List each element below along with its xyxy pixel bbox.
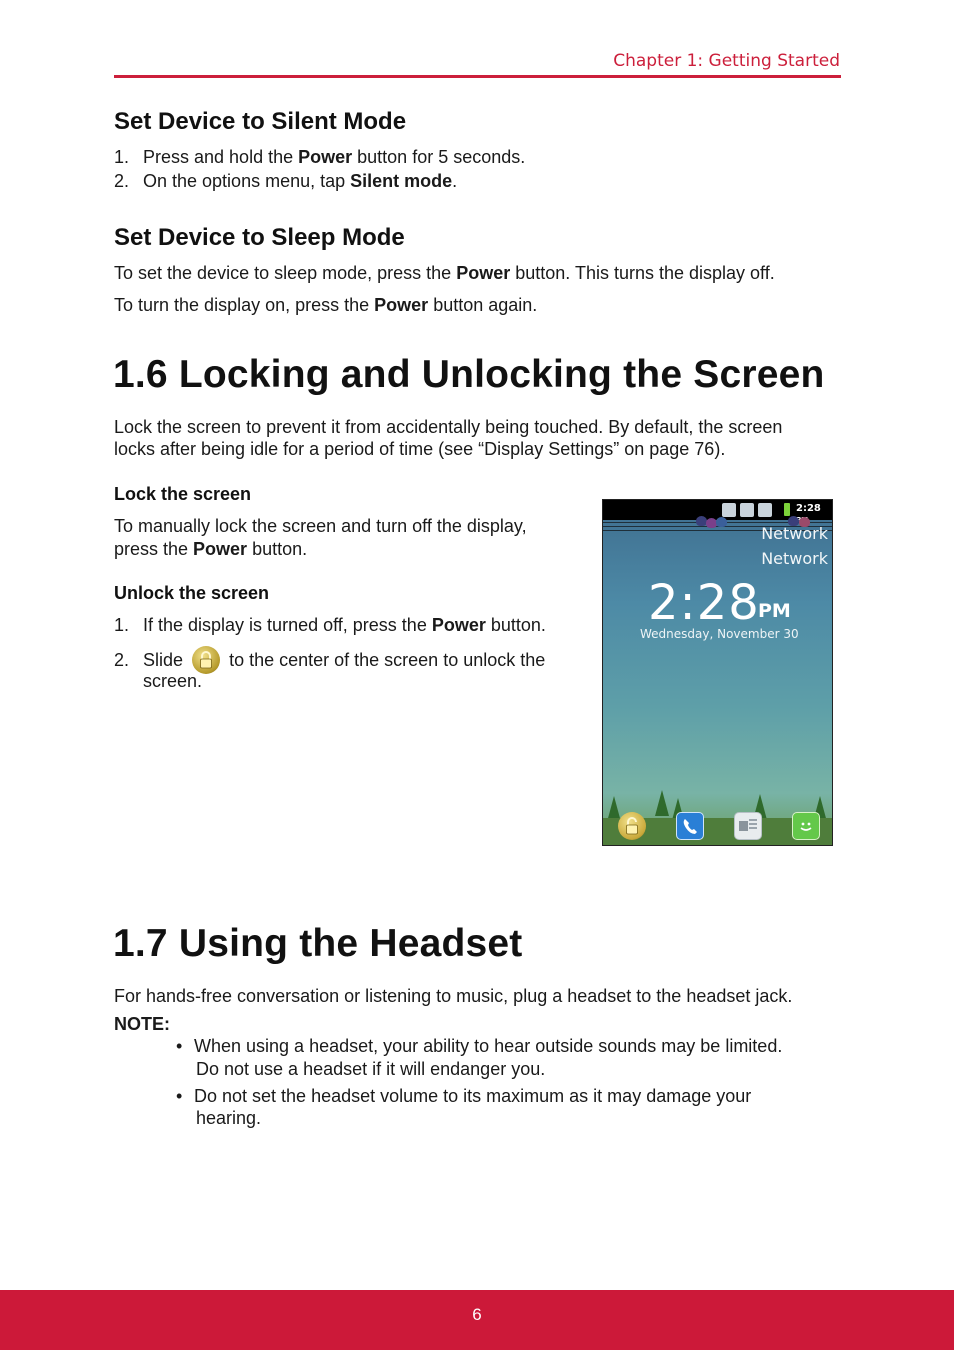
sleep-mode-heading: Set Device to Sleep Mode bbox=[114, 224, 405, 251]
battery-icon bbox=[784, 503, 790, 516]
sleep-paragraph-2: To turn the display on, press the Power button again. bbox=[114, 295, 538, 315]
sleep-paragraph-1: To set the device to sleep mode, press the Power button. This turns the display off. bbox=[114, 263, 775, 283]
locking-intro-line-2: locks after being idle for a period of time (see “Display Settings” on page 76). bbox=[114, 439, 726, 459]
lock-screen-screenshot bbox=[602, 499, 833, 846]
phone-icon[interactable] bbox=[676, 812, 704, 840]
lock-screen-line-2: press the Power button. bbox=[114, 539, 308, 559]
signal-icon bbox=[758, 503, 772, 517]
messaging-icon[interactable] bbox=[792, 812, 820, 840]
locking-intro-line-1: Lock the screen to prevent it from accidentally being touched. By default, the screen bbox=[114, 417, 783, 437]
headset-intro: For hands-free conversation or listening to music, plug a headset to the headset jack. bbox=[114, 986, 793, 1006]
lock-clock-ampm: PM bbox=[758, 600, 791, 622]
unlock-step-1: 1. If the display is turned off, press the Power button. bbox=[114, 615, 546, 635]
lock-clock: 2:28 bbox=[648, 575, 760, 631]
network-label-2: Network bbox=[761, 549, 828, 568]
signal-icon bbox=[722, 503, 736, 517]
silent-step-2: 2. On the options menu, tap Silent mode. bbox=[114, 171, 458, 191]
status-time: 2:28 bbox=[796, 503, 821, 514]
chapter-header: Chapter 1: Getting Started bbox=[613, 51, 840, 71]
unlock-step-2: 2. Slide to the center of the screen to unlock the bbox=[114, 646, 545, 674]
sound-icon[interactable] bbox=[734, 812, 762, 840]
lock-screen-line-1: To manually lock the screen and turn off the display, bbox=[114, 516, 527, 536]
network-label-1: Network bbox=[761, 524, 828, 543]
unlock-screen-heading: Unlock the screen bbox=[114, 583, 270, 603]
headset-section-heading: 1.7 Using the Headset bbox=[113, 922, 523, 965]
bullet: • bbox=[176, 1036, 183, 1056]
silent-mode-heading: Set Device to Silent Mode bbox=[114, 108, 407, 135]
note-label: NOTE: bbox=[114, 1014, 170, 1034]
tree-icon bbox=[655, 790, 669, 816]
lock-date: Wednesday, November 30 bbox=[640, 627, 799, 641]
data-icon bbox=[740, 503, 754, 517]
note-bullet-1: • When using a headset, your ability to hear outside sounds may be limited. bbox=[176, 1036, 783, 1056]
note-bullet-2-continued: hearing. bbox=[196, 1108, 262, 1128]
locking-section-heading: 1.6 Locking and Unlocking the Screen bbox=[113, 353, 825, 396]
unlock-icon[interactable] bbox=[618, 812, 646, 840]
bird-icon bbox=[716, 517, 727, 527]
page-number: 6 bbox=[472, 1305, 482, 1324]
lock-screen-heading: Lock the screen bbox=[114, 484, 252, 504]
note-bullet-2: • Do not set the headset volume to its maximum as it may damage your bbox=[176, 1086, 752, 1106]
unlock-step-2-continued: screen. bbox=[143, 671, 203, 691]
note-bullet-1-continued: Do not use a headset if it will endanger you. bbox=[196, 1059, 546, 1079]
silent-step-1: 1. Press and hold the Power button for 5 seconds. bbox=[114, 147, 526, 167]
bullet: • bbox=[176, 1086, 183, 1106]
header-rule bbox=[114, 75, 841, 78]
